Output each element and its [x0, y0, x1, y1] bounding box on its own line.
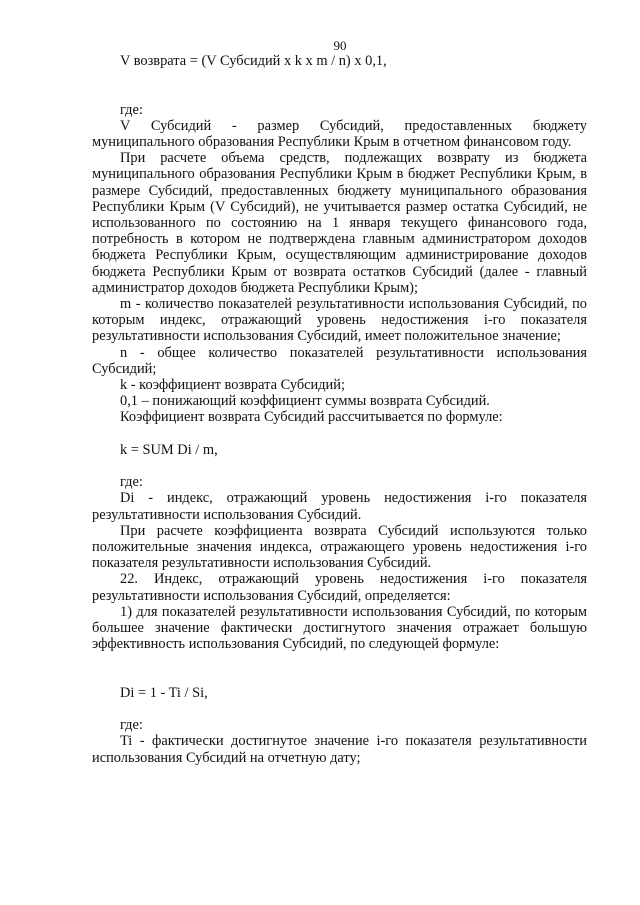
- formula-k: k = SUM Di / m,: [120, 441, 218, 458]
- paragraph-reduction-coefficient: 0,1 – понижающий коэффициент суммы возврата Субсидий.: [120, 393, 490, 410]
- spacer: [92, 426, 587, 442]
- paragraph-where-1: где:: [120, 101, 143, 118]
- paragraph-calculation-rule: При расчете объема средств, подлежащих возврату из бюджета муниципального образования Республики Крым в бюджет Республики Крым, в размере Субсидий, предоставленных бюджету муниципального образования Республики Крым (V Субсидий), не учитывается размер остатка Субсидий, не использованного по состоянию на 1 января текущего финансового года, потребность в котором не подтверждена главным администратором доходов бюджета Республики Крым, осуществляющим администрирование доходов бюджета Республики Крым от возврата остатков Субсидий (далее - главный администратор доходов бюджета Республики Крым);: [92, 150, 587, 296]
- paragraph-di-definition: Di - индекс, отражающий уровень недостижения i-го показателя результативности использования Субсидий.: [92, 490, 587, 523]
- paragraph-n-definition: n - общее количество показателей результативности использования Субсидий;: [92, 344, 587, 377]
- paragraph-k-formula-intro: Коэффициент возврата Субсидий рассчитывается по формуле:: [120, 409, 503, 426]
- spacer: [92, 458, 587, 474]
- spacer: [92, 652, 587, 684]
- paragraph-m-definition: m - количество показателей результативности использования Субсидий, по которым индекс, отражающий уровень недостижения i-го показателя результативности использования Субсидий, имеет положительное значение;: [92, 296, 587, 345]
- document-body: [92, 53, 587, 766]
- page-number: 90: [333, 38, 347, 53]
- formula-v-return: V возврата = (V Субсидий x k x m / n) x 0,1,: [120, 53, 387, 69]
- spacer: [92, 701, 587, 717]
- paragraph-where-3: где:: [120, 717, 143, 734]
- paragraph-positive-values: При расчете коэффициента возврата Субсидий используются только положительные значения индекса, отражающего уровень недостижения i-го показателя результативности использования Субсидий.: [92, 522, 587, 572]
- paragraph-clause-22: 22. Индекс, отражающий уровень недостижения i-го показателя результативности использования Субсидий, определяется:: [92, 571, 587, 604]
- paragraph-v-subsidies: V Субсидий - размер Субсидий, предоставленных бюджету муниципального образования Республики Крым в отчетном финансовом году.: [92, 117, 587, 150]
- paragraph-where-2: где:: [120, 474, 143, 491]
- formula-di: Di = 1 - Ti / Si,: [120, 684, 208, 701]
- paragraph-k-definition: k - коэффициент возврата Субсидий;: [120, 377, 345, 394]
- paragraph-item-1: 1) для показателей результативности использования Субсидий, по которым большее значение фактически достигнутого значения отражает большую эффективность использования Субсидий, по следующей формуле:: [92, 603, 587, 653]
- paragraph-ti-definition: Ti - фактически достигнутое значение i-го показателя результативности использования Субсидий на отчетную дату;: [92, 733, 587, 766]
- spacer: [92, 69, 587, 101]
